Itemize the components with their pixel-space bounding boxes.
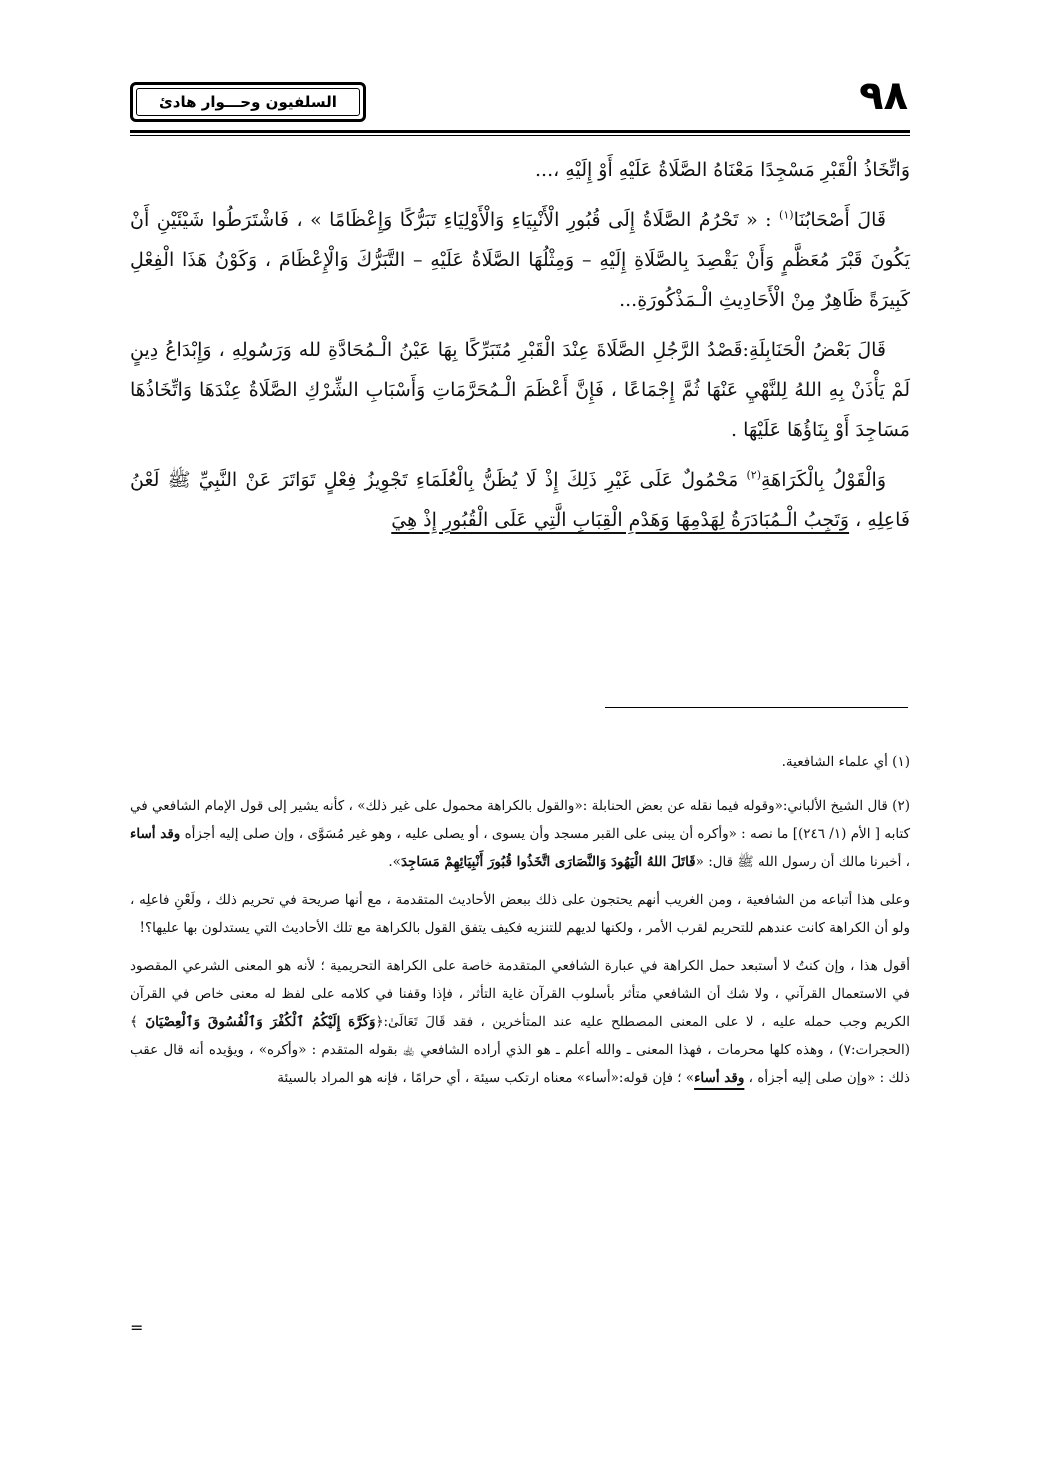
- footnotes: [130, 748, 910, 1102]
- paragraph-4-underlined: وَتَجِبُ الْـمُبَادَرَةُ لِهَدْمِهَا وَهَدْمِ الْقِبَابِ الَّتِي عَلَى الْقُبُورِ إِذْ هِيَ: [391, 509, 850, 531]
- footnote-b-text-1: أقول هذا ، وإن كنتُ لا أستبعد حمل الكراهة في عبارة الشافعي المتقدمة خاصة على الكراهة التحريمية ؛ لأنه هو المعنى الشرعي المقصود في الاستعمال القرآني ، ولا شك أن الشافعي متأثر بأسلوب القرآن غاية التأثر ، فإذا وقفنا في كلامه على لفظ له معنى خاص في القرآن الكريم وجب حمله عليه ، لا على المعنى المصطلح عليه عند المتأخرين ، فقد قَالَ تَعَالَىٰ:﴿: [130, 958, 910, 1030]
- footnote-paragraph-a: وعلى هذا أتباعه من الشافعية ، ومن الغريب أنهم يحتجون على ذلك ببعض الأحاديث المتقدمة ، مع أنها صريحة في تحريم ذلك ، ولَعْنِ فاعلِه ، ولو أن الكراهة كانت عندهم للتحريم لقرب الأمر ، ولكنها لديهم للتنزيه فكيف يتفق القول بالكراهة مع تلك الأحاديث التي يستدلون بها عليها؟!: [130, 892, 910, 936]
- footnote-2-text-b: ، أخبرنا مالك أن رسول الله ﷺ قال: «: [695, 854, 910, 870]
- footnote-2-text-c: ».: [388, 854, 401, 870]
- book-title-frame: [130, 82, 366, 122]
- paragraph-2-rest: : « تَحْرُمُ الصَّلَاةُ إِلَى قُبُورِ الْأَنْبِيَاءِ وَالْأَوْلِيَاءِ تَبَرُّكًا وَإِعْظَامًا » ، فَاشْتَرَطُوا شَيْئَيْنِ أَنْ يَكُونَ قَبْرَ مُعَظَّمٍ وَأَنْ يَقْصِدَ بِالصَّلَاةِ إِلَيْهِ – وَمِثْلُهَا الصَّلَاةُ عَلَيْهِ – التَّبَرُّكَ وَالْإِعْظَامَ ، وَكَوْنُ هَذَا الْفِعْلِ كَبِيرَةً ظَاهِرٌ مِنْ الْأَحَادِيثِ الْـمَذْكُورَةِ...: [130, 209, 910, 311]
- continuation-mark: =: [130, 1318, 144, 1337]
- footnote-2-hadith: قَاتَلَ اللهُ الْيَهُودَ وَالنَّصَارَى اتَّخَذُوا قُبُورَ أَنْبِيَائِهِمْ مَسَاجِدَ: [400, 854, 696, 870]
- paragraph-4-middle: مَحْمُولٌ عَلَى غَيْرِ ذَلِكَ إِذْ لَا يُظَنُّ بِالْعُلَمَاءِ تَجْوِيزُ فِعْلٍ تَوَاتَرَ عَنْ النَّبِيِّ ﷺ لَعْنُ فَاعِلِهِ ،: [130, 469, 910, 531]
- header-rule-thin: [130, 135, 910, 136]
- paragraph-4-start: وَالْقَوْلُ بِالْكَرَاهَةِ: [760, 469, 886, 491]
- footnote-separator: [605, 707, 908, 708]
- footnote-2-bold: وقد أساء: [130, 826, 181, 842]
- footnote-1: (١) أي علماء الشافعية.: [781, 754, 910, 770]
- paragraph-3: قَالَ بَعْضُ الْحَنَابِلَةِ:قَصْدُ الرَّجُلِ الصَّلَاةَ عِنْدَ الْقَبْرِ مُتَبَرِّكًا بِهَا عَيْنُ الْـمُحَادَّةِ لله وَرَسُولِهِ ، وَإِبْدَاعُ دِينٍ لَمْ يَأْذَنْ بِهِ اللهُ لِلنَّهْيِ عَنْهَا ثُمَّ إِجْمَاعًا ، فَإِنَّ أَعْظَمَ الْـمُحَرَّمَاتِ وَأَسْبَابِ الشِّرْكِ الصَّلَاةُ عِنْدَهَا وَاتِّخَاذُهَا مَسَاجِدَ أَوْ بِنَاؤُهَا عَلَيْهَا .: [130, 339, 910, 441]
- quran-verse: وَكَرَّهَ إِلَيْكُمُ ٱلْكُفْرَ وَٱلْفُسُوقَ وَٱلْعِصْيَانَ: [145, 1014, 376, 1030]
- footnote-2: [130, 792, 910, 876]
- footnote-paragraph-b: [130, 952, 910, 1092]
- page-number: ٩٨: [859, 73, 908, 119]
- footnote-b-bold: وقد أساء: [694, 1070, 745, 1086]
- book-title: السلفيون وحـــوار هادئ: [136, 88, 360, 116]
- main-text: [130, 150, 910, 550]
- header-rule: [130, 130, 910, 133]
- footnote-b-text-3: » ؛ فإن قوله:«أساء» معناه ارتكب سيئة ، أي حرامًا ، فإنه هو المراد بالسيئة: [277, 1070, 695, 1086]
- footnote-ref-1[interactable]: (١): [779, 208, 794, 222]
- paragraph-2: [130, 200, 910, 320]
- paragraph-4: [130, 460, 910, 540]
- footnote-ref-2[interactable]: (٢): [746, 468, 761, 482]
- paragraph-1: وَاتِّخَاذُ الْقَبْرِ مَسْجِدًا مَعْنَاهُ الصَّلَاةُ عَلَيْهِ أَوْ إِلَيْهِ ،...: [534, 159, 910, 181]
- paragraph-2-start: قَالَ أَصْحَابُنَا: [793, 209, 886, 231]
- footnote-b-text-2: ﴾ (الحجرات:٧) ، وهذه كلها محرمات ، فهذا المعنى ـ والله أعلم ـ هو الذي أراده الشافعي ﵀ بقوله المتقدم : «وأكره» ، ويؤيده أنه قال عقب ذلك : «وإن صلى إليه أجزأه ،: [130, 1014, 910, 1086]
- footnote-2-text: (٢) قال الشيخ الألباني:«وقوله فيما نقله عن بعض الحنابلة :«والقول بالكراهة محمول على غير ذلك» ، كأنه يشير إلى قول الإمام الشافعي في كتابه [ الأم (١/ ٢٤٦)] ما نصه : «وأكره أن يبنى على القبر مسجد وأن يسوى ، أو يصلى عليه ، وهو غير مُسَوَّى ، وإن صلى إليه أجزأه: [130, 798, 910, 842]
